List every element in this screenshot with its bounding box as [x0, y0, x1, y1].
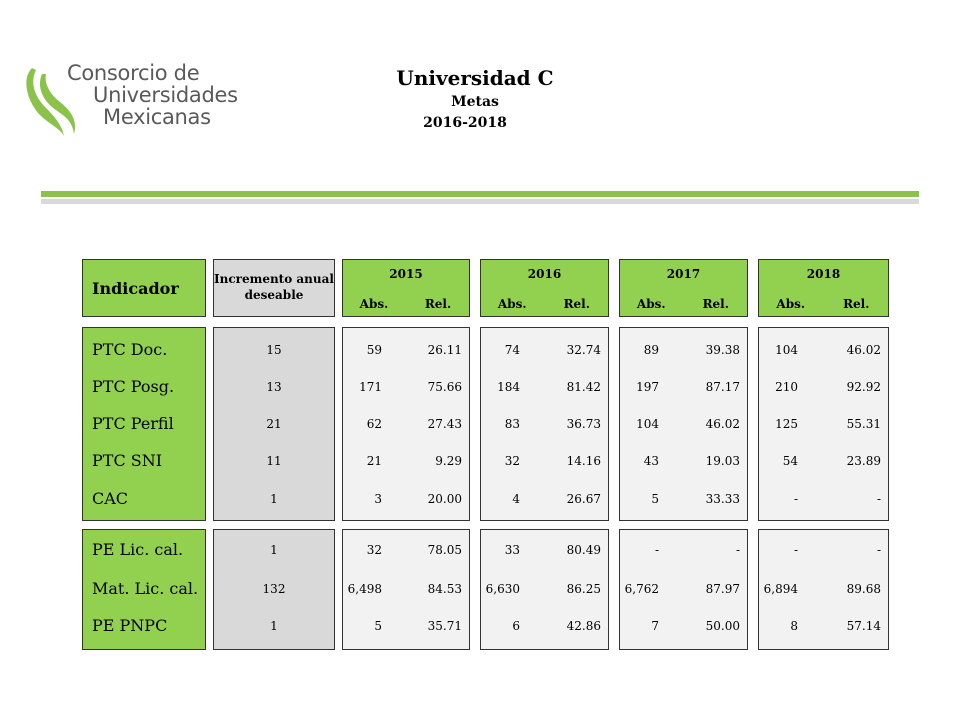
logo-line-1: Consorcio de [67, 61, 200, 85]
rel-value: 19.03 [705, 454, 740, 468]
logo-line-3: Mexicanas [103, 105, 211, 129]
abs-value: 4 [512, 492, 520, 506]
abs-value: 125 [775, 417, 798, 431]
rel-value: 86.25 [566, 582, 601, 596]
rel-value: 89.68 [846, 582, 881, 596]
rel-value: 92.92 [846, 380, 881, 394]
rel-value: 42.86 [566, 619, 601, 633]
rel-value: 26.11 [427, 343, 462, 357]
indicator-label: CAC [92, 489, 129, 508]
header-year-2015: 2015 [389, 267, 423, 281]
indicator-label: PTC SNI [92, 451, 163, 470]
abs-value: 6,498 [347, 582, 382, 596]
header-rel-2015: Rel. [424, 297, 452, 311]
rel-value: 32.74 [566, 343, 601, 357]
increment-value: 13 [266, 380, 282, 394]
header-year-2016: 2016 [527, 267, 562, 281]
abs-value: 6 [512, 619, 520, 633]
abs-value: 104 [775, 343, 798, 357]
header-year-2018: 2018 [806, 267, 841, 281]
rel-value: 39.38 [705, 343, 740, 357]
rel-value: 50.00 [705, 619, 740, 633]
abs-value: 6,762 [624, 582, 659, 596]
header-rel-2018: Rel. [843, 297, 870, 311]
indicator-label: Mat. Lic. cal. [92, 579, 199, 598]
rel-value: 87.17 [705, 380, 740, 394]
abs-value: 21 [366, 454, 382, 468]
rel-value: 35.71 [427, 619, 462, 633]
rel-value: 80.49 [566, 543, 601, 557]
rel-value: 55.31 [846, 417, 881, 431]
header-rel-2017: Rel. [702, 297, 729, 311]
abs-value: 8 [790, 619, 798, 633]
rel-value: 75.66 [427, 380, 462, 394]
indicator-label: PTC Doc. [92, 340, 168, 359]
rel-value: 20.00 [427, 492, 462, 506]
header-abs-2015: Abs. [359, 297, 389, 311]
abs-value: 197 [636, 380, 659, 394]
abs-value: 3 [374, 492, 382, 506]
indicator-label: PE PNPC [92, 616, 168, 635]
abs-value: 32 [504, 454, 520, 468]
rel-value: - [876, 492, 881, 506]
rel-value: 81.42 [566, 380, 601, 394]
abs-value: 6,630 [485, 582, 520, 596]
rel-value: 26.67 [566, 492, 601, 506]
abs-value: 62 [366, 417, 382, 431]
abs-value: 83 [504, 417, 520, 431]
abs-value: 33 [504, 543, 520, 557]
header-abs-2016: Abs. [497, 297, 527, 311]
rel-value: 33.33 [705, 492, 740, 506]
abs-value: - [793, 492, 798, 506]
rel-value: 23.89 [846, 454, 881, 468]
abs-value: 89 [643, 343, 659, 357]
page-period: 2016-2018 [423, 115, 507, 131]
abs-value: 54 [782, 454, 798, 468]
abs-value: - [654, 543, 659, 557]
rel-value: - [735, 543, 740, 557]
abs-value: 32 [366, 543, 382, 557]
increment-value: 1 [270, 492, 278, 506]
abs-value: - [793, 543, 798, 557]
increment-value: 15 [266, 343, 282, 357]
increment-value: 1 [270, 619, 278, 633]
indicator-label: PE Lic. cal. [92, 540, 184, 559]
rel-value: 14.16 [566, 454, 601, 468]
header-indicator-label: Indicador [92, 279, 179, 298]
abs-value: 7 [651, 619, 659, 633]
increment-value: 132 [262, 582, 286, 596]
rel-value: 78.05 [427, 543, 462, 557]
abs-value: 104 [636, 417, 659, 431]
increment-value: 11 [266, 454, 282, 468]
logo-wordmark [67, 62, 238, 128]
abs-value: 5 [651, 492, 659, 506]
abs-value: 6,894 [763, 582, 798, 596]
rel-value: 87.97 [705, 582, 740, 596]
rel-value: 46.02 [705, 417, 740, 431]
abs-value: 184 [497, 380, 520, 394]
header-increment-label: Incremento anual deseable [214, 272, 334, 302]
abs-value: 171 [359, 380, 382, 394]
header-abs-2017: Abs. [636, 297, 666, 311]
rel-value: 9.29 [435, 454, 462, 468]
abs-value: 74 [504, 343, 520, 357]
header-abs-2018: Abs. [776, 297, 806, 311]
abs-value: 210 [775, 380, 798, 394]
indicator-label: PTC Posg. [92, 377, 175, 396]
logo-line-2: Universidades [93, 83, 238, 107]
consortium-logo [20, 58, 238, 143]
rel-value: - [876, 543, 881, 557]
rel-value: 27.43 [427, 417, 462, 431]
abs-value: 43 [643, 454, 659, 468]
abs-value: 59 [366, 343, 382, 357]
increment-value: 21 [266, 417, 282, 431]
header-divider [41, 191, 919, 205]
rel-value: 36.73 [566, 417, 601, 431]
rel-value: 57.14 [846, 619, 881, 633]
page-title: Universidad C [396, 66, 554, 90]
rel-value: 84.53 [427, 582, 462, 596]
increment-value: 1 [270, 543, 278, 557]
indicator-label: PTC Perfil [92, 414, 174, 433]
header-year-2017: 2017 [666, 267, 701, 281]
page-subtitle: Metas [451, 94, 499, 110]
rel-value: 46.02 [846, 343, 881, 357]
header-rel-2016: Rel. [563, 297, 590, 311]
abs-value: 5 [374, 619, 382, 633]
